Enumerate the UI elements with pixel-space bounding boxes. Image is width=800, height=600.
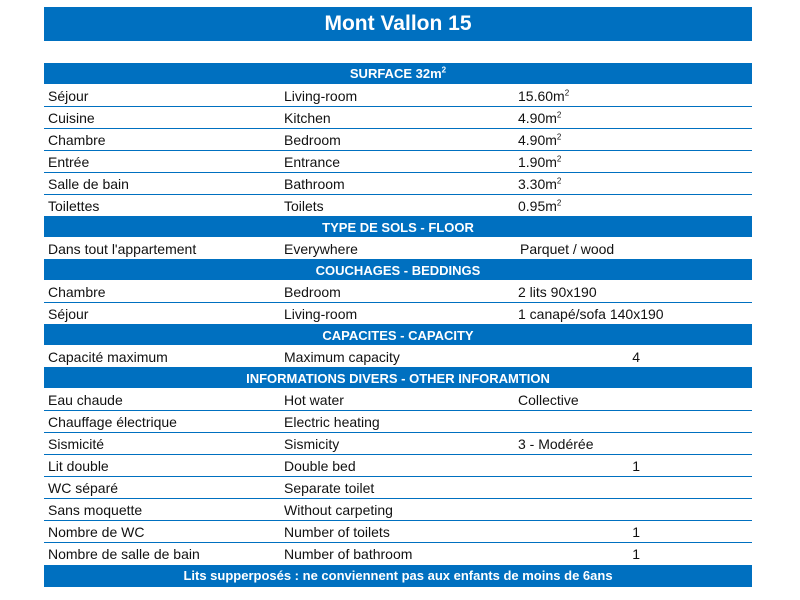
label-fr: Eau chaude [48, 392, 123, 408]
table-row [44, 303, 752, 325]
label-en: Bathroom [284, 176, 345, 192]
value-cell [514, 151, 752, 172]
table-row [44, 151, 752, 173]
label-fr: Lit double [48, 458, 109, 474]
unit-sup: 2 [556, 154, 562, 164]
table-row [44, 281, 752, 303]
label-en: Number of bathroom [284, 546, 413, 562]
value-cell [514, 107, 752, 128]
value-cell: 1 canapé/sofa 140x190 [518, 306, 664, 322]
table-row [44, 521, 752, 543]
table-row [44, 389, 752, 411]
value-cell: Collective [518, 392, 579, 408]
value-cell [514, 195, 752, 216]
area-value: 0.95m [518, 198, 557, 214]
unit-sup: 2 [556, 132, 562, 142]
label-fr: Chauffage électrique [48, 414, 177, 430]
surface-header-sup: 2 [441, 65, 447, 75]
label-fr: Toilettes [48, 198, 100, 214]
label-fr: Dans tout l'appartement [48, 241, 197, 257]
table-row [44, 346, 752, 368]
table-row [44, 173, 752, 195]
label-en: Without carpeting [284, 502, 393, 518]
label-en: Maximum capacity [284, 349, 400, 365]
label-fr: Nombre de WC [48, 524, 145, 540]
label-en: Bedroom [284, 132, 341, 148]
label-fr: Chambre [48, 132, 106, 148]
section-header-floor: TYPE DE SOLS - FLOOR [44, 217, 752, 238]
table-row [44, 411, 752, 433]
value-cell: 1 [632, 458, 640, 474]
section-header-capacity: CAPACITES - CAPACITY [44, 325, 752, 346]
label-en: Hot water [284, 392, 344, 408]
section-header-beddings: COUCHAGES - BEDDINGS [44, 260, 752, 281]
label-fr: Nombre de salle de bain [48, 546, 200, 562]
label-en: Electric heating [284, 414, 380, 430]
table-row [44, 433, 752, 455]
value-cell [514, 129, 752, 150]
value-cell: 2 lits 90x190 [518, 284, 597, 300]
value-cell: 4 [632, 349, 640, 365]
value-cell [514, 173, 752, 194]
value-cell [514, 411, 752, 432]
surface-header-text: SURFACE 32m [349, 66, 442, 81]
label-fr: WC séparé [48, 480, 119, 496]
unit-sup: 2 [564, 88, 570, 98]
label-fr: Sans moquette [48, 502, 143, 518]
label-en: Bedroom [284, 284, 341, 300]
section-header-surface [44, 63, 752, 85]
area-value: 1.90m [518, 154, 557, 170]
page-title: Mont Vallon 15 [44, 7, 752, 41]
table-row [44, 85, 752, 107]
table-row [44, 499, 752, 521]
label-fr: Chambre [48, 284, 106, 300]
area-value: 4.90m [518, 132, 557, 148]
area-value: 4.90m [518, 110, 557, 126]
label-fr: Cuisine [48, 110, 95, 126]
value-cell: 1 [632, 524, 640, 540]
table-row [44, 107, 752, 129]
value-cell [514, 85, 752, 106]
table-row [44, 543, 752, 565]
table-row [44, 195, 752, 217]
label-en: Separate toilet [284, 480, 375, 496]
table-row [44, 129, 752, 151]
label-fr: Salle de bain [48, 176, 129, 192]
value-cell: 3 - Modérée [518, 436, 594, 452]
label-en: Toilets [284, 198, 324, 214]
value-cell: 1 [632, 546, 640, 562]
section-header-other: INFORMATIONS DIVERS - OTHER INFORAMTION [44, 368, 752, 389]
label-en: Kitchen [284, 110, 331, 126]
label-fr: Entrée [48, 154, 90, 170]
property-sheet [44, 7, 752, 587]
label-fr: Sismicité [48, 436, 105, 452]
value-cell: Parquet / wood [520, 241, 615, 257]
area-value: 15.60m [518, 88, 565, 104]
area-value: 3.30m [518, 176, 557, 192]
label-en: Sismicity [284, 436, 340, 452]
value-cell [514, 477, 752, 498]
unit-sup: 2 [556, 198, 562, 208]
label-fr: Séjour [48, 306, 89, 322]
label-en: Living-room [284, 306, 358, 322]
unit-sup: 2 [556, 176, 562, 186]
label-en: Living-room [284, 88, 358, 104]
value-cell [514, 499, 752, 520]
spacer [44, 41, 752, 63]
table-row [44, 238, 752, 260]
table-row [44, 477, 752, 499]
footer-note: Lits supperposés : ne conviennent pas aux enfants de moins de 6ans [44, 565, 752, 587]
table-row [44, 455, 752, 477]
label-fr: Capacité maximum [48, 349, 168, 365]
label-en: Entrance [284, 154, 341, 170]
label-en: Everywhere [284, 241, 358, 257]
unit-sup: 2 [556, 110, 562, 120]
label-en: Number of toilets [284, 524, 390, 540]
label-en: Double bed [284, 458, 356, 474]
label-fr: Séjour [48, 88, 89, 104]
